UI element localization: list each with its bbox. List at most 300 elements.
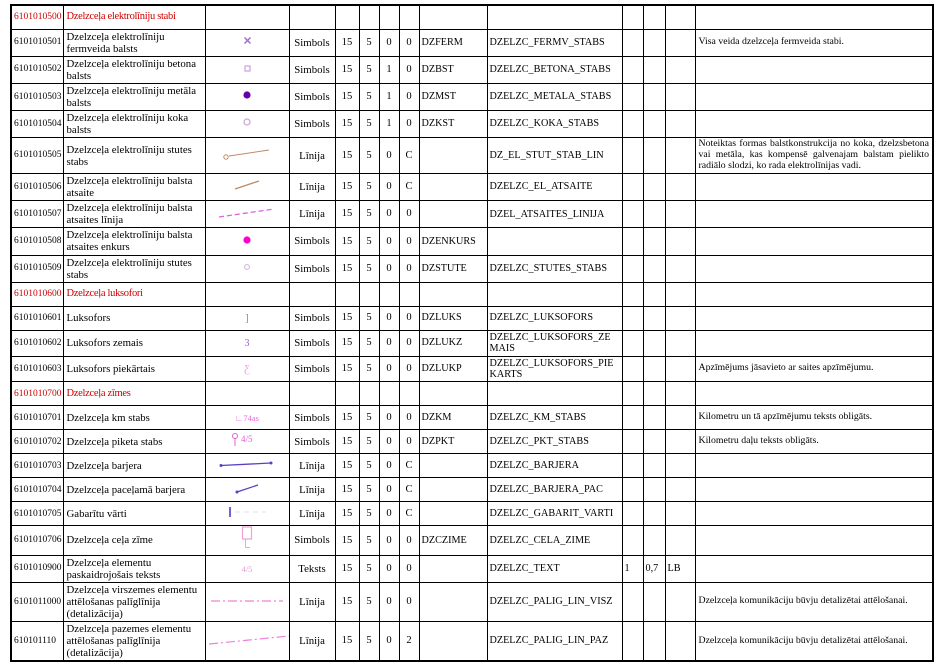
attr1-cell xyxy=(622,138,643,174)
table-row xyxy=(11,228,933,255)
code-cell: 6101011000 xyxy=(11,582,63,621)
name-cell: Dzelzceļa elektrolīniju metāla balsts xyxy=(63,83,205,110)
attr3-cell xyxy=(665,201,695,228)
weight-cell: 15 xyxy=(335,255,359,282)
flag2-cell: 0 xyxy=(399,406,419,430)
abbr-cell: DZENKURS xyxy=(419,228,487,255)
table-row xyxy=(11,306,933,330)
type-cell: Simbols xyxy=(289,255,335,282)
attr3-cell xyxy=(665,454,695,478)
attr2-cell xyxy=(643,430,665,454)
abbr-cell xyxy=(419,582,487,621)
weight-cell: 15 xyxy=(335,201,359,228)
code-cell: 6101010702 xyxy=(11,430,63,454)
attr3-cell xyxy=(665,83,695,110)
table-row xyxy=(11,174,933,201)
name-cell: Gabarītu vārti xyxy=(63,502,205,526)
layer-name-cell xyxy=(487,228,622,255)
size-cell xyxy=(359,282,379,306)
attr2-cell xyxy=(643,174,665,201)
flag1-cell: 0 xyxy=(379,555,399,582)
flag1-cell: 1 xyxy=(379,56,399,83)
type-cell xyxy=(289,5,335,29)
code-cell: 6101010602 xyxy=(11,330,63,356)
flag1-cell: 0 xyxy=(379,502,399,526)
attr2-cell xyxy=(643,622,665,662)
attr1-cell xyxy=(622,356,643,382)
weight-cell: 15 xyxy=(335,555,359,582)
attr3-cell xyxy=(665,306,695,330)
flag2-cell: C xyxy=(399,138,419,174)
flag1-cell: 0 xyxy=(379,622,399,662)
layer-name-cell: DZELZC_PALIG_LIN_VISZ xyxy=(487,582,622,621)
weight-cell: 15 xyxy=(335,174,359,201)
abbr-cell xyxy=(419,138,487,174)
dashed-line-icon xyxy=(216,205,278,221)
layer-name-cell: DZELZC_BARJERA xyxy=(487,454,622,478)
abbr-cell: DZLUKS xyxy=(419,306,487,330)
table-row xyxy=(11,56,933,83)
flag1-cell: 0 xyxy=(379,356,399,382)
symbol-cell xyxy=(205,406,289,430)
attr3-cell xyxy=(665,174,695,201)
flag2-cell: C xyxy=(399,502,419,526)
weight-cell: 15 xyxy=(335,330,359,356)
square-outline-icon xyxy=(243,64,252,73)
attr1-cell xyxy=(622,255,643,282)
stay-line-circle-icon xyxy=(221,146,273,162)
table-row xyxy=(11,406,933,430)
name-cell: Dzelzceļa km stabs xyxy=(63,406,205,430)
flag2-cell: C xyxy=(399,478,419,502)
abbr-cell xyxy=(419,478,487,502)
note-cell: Dzelzceļa komunikāciju būvju detalizētai attēlošanai. xyxy=(695,622,933,662)
note-cell xyxy=(695,454,933,478)
attr2-cell xyxy=(643,502,665,526)
short-line-icon xyxy=(232,178,262,192)
table-row xyxy=(11,582,933,621)
type-cell: Teksts xyxy=(289,555,335,582)
weight-cell: 15 xyxy=(335,306,359,330)
attr1-cell xyxy=(622,306,643,330)
size-cell: 5 xyxy=(359,83,379,110)
attr1-cell xyxy=(622,110,643,137)
attr1-cell xyxy=(622,454,643,478)
type-cell: Līnija xyxy=(289,174,335,201)
table-row xyxy=(11,29,933,56)
size-cell: 5 xyxy=(359,356,379,382)
flag1-cell: 0 xyxy=(379,29,399,56)
code-cell: 6101010706 xyxy=(11,526,63,555)
attr3-cell xyxy=(665,622,695,662)
name-cell: Dzelzceļa elektrolīniju stutes stabs xyxy=(63,255,205,282)
size-cell: 5 xyxy=(359,478,379,502)
abbr-cell: DZCZIME xyxy=(419,526,487,555)
flag2-cell: 2 xyxy=(399,622,419,662)
flag1-cell: 0 xyxy=(379,406,399,430)
attr2-cell: 0,7 xyxy=(643,555,665,582)
flag2-cell xyxy=(399,382,419,406)
name-cell: Dzelzceļa elektrolīniju fermveida balsts xyxy=(63,29,205,56)
table-row xyxy=(11,454,933,478)
attr2-cell xyxy=(643,282,665,306)
flag2-cell: 0 xyxy=(399,110,419,137)
note-cell xyxy=(695,228,933,255)
flag1-cell: 0 xyxy=(379,306,399,330)
name-cell: Dzelzceļa luksofori xyxy=(63,282,205,306)
code-cell: 6101010506 xyxy=(11,174,63,201)
layer-name-cell xyxy=(487,282,622,306)
attr1-cell xyxy=(622,228,643,255)
symbol-cell xyxy=(205,478,289,502)
abbr-cell: DZSTUTE xyxy=(419,255,487,282)
abbr-cell: DZFERM xyxy=(419,29,487,56)
flag1-cell: 1 xyxy=(379,110,399,137)
abbr-cell xyxy=(419,201,487,228)
note-cell xyxy=(695,56,933,83)
size-cell: 5 xyxy=(359,555,379,582)
attr3-cell xyxy=(665,110,695,137)
abbr-cell xyxy=(419,622,487,662)
code-cell: 6101010601 xyxy=(11,306,63,330)
attr2-cell xyxy=(643,255,665,282)
note-cell xyxy=(695,255,933,282)
table-row xyxy=(11,555,933,582)
type-cell: Līnija xyxy=(289,454,335,478)
table-row xyxy=(11,502,933,526)
name-cell: Dzelzceļa barjera xyxy=(63,454,205,478)
weight-cell: 15 xyxy=(335,582,359,621)
attr3-cell xyxy=(665,382,695,406)
note-cell xyxy=(695,5,933,29)
abbr-cell xyxy=(419,5,487,29)
size-cell: 5 xyxy=(359,430,379,454)
layer-name-cell: DZELZC_TEXT xyxy=(487,555,622,582)
name-cell: Dzelzceļa pazemes elementu attēlošanas palīglīnija (detalizācija) xyxy=(63,622,205,662)
attr1-cell xyxy=(622,582,643,621)
type-cell xyxy=(289,382,335,406)
abbr-cell: DZKM xyxy=(419,406,487,430)
symbol-cell xyxy=(205,110,289,137)
code-cell: 6101010508 xyxy=(11,228,63,255)
attr1-cell xyxy=(622,382,643,406)
table-row xyxy=(11,430,933,454)
filled-dot-icon xyxy=(242,235,252,245)
code-cell: 6101010704 xyxy=(11,478,63,502)
attr2-cell xyxy=(643,382,665,406)
attr1-cell xyxy=(622,83,643,110)
attr2-cell xyxy=(643,83,665,110)
size-cell: 5 xyxy=(359,582,379,621)
symbol-cell xyxy=(205,83,289,110)
attr2-cell xyxy=(643,138,665,174)
size-cell: 5 xyxy=(359,406,379,430)
name-cell: Luksofors piekārtais xyxy=(63,356,205,382)
flag1-cell: 0 xyxy=(379,201,399,228)
section-header-row xyxy=(11,282,933,306)
code-cell: 6101010507 xyxy=(11,201,63,228)
section-header-row xyxy=(11,382,933,406)
flag2-cell: 0 xyxy=(399,356,419,382)
name-cell: Dzelzceļa zīmes xyxy=(63,382,205,406)
code-cell: 6101010505 xyxy=(11,138,63,174)
symbol-cell xyxy=(205,201,289,228)
table-row xyxy=(11,138,933,174)
symbol-cell xyxy=(205,555,289,582)
weight-cell: 15 xyxy=(335,83,359,110)
symbol-cell xyxy=(205,622,289,662)
attr2-cell xyxy=(643,526,665,555)
layer-name-cell: DZELZC_LUKSOFORS_ZEMAIS xyxy=(487,330,622,356)
weight-cell: 15 xyxy=(335,454,359,478)
gauge-gate-icon xyxy=(224,505,270,519)
attr1-cell xyxy=(622,282,643,306)
section-header-row xyxy=(11,5,933,29)
layer-name-cell: DZELZC_PALIG_LIN_PAZ xyxy=(487,622,622,662)
flag2-cell: 0 xyxy=(399,582,419,621)
type-cell: Līnija xyxy=(289,622,335,662)
size-cell: 5 xyxy=(359,56,379,83)
attr1-cell xyxy=(622,526,643,555)
name-cell: Dzelzceļa elektrolīniju koka balsts xyxy=(63,110,205,137)
weight-cell: 15 xyxy=(335,526,359,555)
layer-name-cell: DZ_EL_STUT_STAB_LIN xyxy=(487,138,622,174)
symbol-cell xyxy=(205,582,289,621)
flag1-cell: 0 xyxy=(379,478,399,502)
attr2-cell xyxy=(643,330,665,356)
flag1-cell: 0 xyxy=(379,228,399,255)
symbol-cell xyxy=(205,56,289,83)
weight-cell: 15 xyxy=(335,430,359,454)
flag2-cell: 0 xyxy=(399,430,419,454)
name-cell: Dzelzceļa elektrolīniju balsta atsaites enkurs xyxy=(63,228,205,255)
code-cell: 6101010700 xyxy=(11,382,63,406)
attr3-cell xyxy=(665,282,695,306)
flag2-cell: 0 xyxy=(399,83,419,110)
attr3-cell xyxy=(665,330,695,356)
open-circle-small-icon xyxy=(243,263,251,271)
note-cell: Dzelzceļa komunikāciju būvju detalizētai attēlošanai. xyxy=(695,582,933,621)
table-row xyxy=(11,201,933,228)
flag2-cell: 0 xyxy=(399,228,419,255)
flag1-cell: 0 xyxy=(379,330,399,356)
attr3-cell xyxy=(665,356,695,382)
weight-cell: 15 xyxy=(335,110,359,137)
weight-cell: 15 xyxy=(335,502,359,526)
symbol-cell xyxy=(205,174,289,201)
note-cell xyxy=(695,306,933,330)
flag1-cell: 0 xyxy=(379,174,399,201)
symbol-cell xyxy=(205,356,289,382)
type-cell: Līnija xyxy=(289,201,335,228)
attr3-cell xyxy=(665,502,695,526)
type-cell: Simbols xyxy=(289,526,335,555)
size-cell: 5 xyxy=(359,174,379,201)
flag2-cell: 0 xyxy=(399,29,419,56)
attr3-cell xyxy=(665,255,695,282)
type-cell: Līnija xyxy=(289,582,335,621)
layer-name-cell: DZELZC_LUKSOFORS_PIEKARTS xyxy=(487,356,622,382)
table-row xyxy=(11,110,933,137)
layer-name-cell: DZELZC_GABARIT_VARTI xyxy=(487,502,622,526)
size-cell: 5 xyxy=(359,255,379,282)
flag1-cell: 0 xyxy=(379,582,399,621)
note-cell: Noteiktas formas balstkonstrukcija no koka, dzelzsbetona vai metāla, kas kompensē galvenajam balstam pielikto radiālo slodzi, ko rada elektrolīnijas vadi. xyxy=(695,138,933,174)
weight-cell: 15 xyxy=(335,406,359,430)
abbr-cell: DZKST xyxy=(419,110,487,137)
note-cell xyxy=(695,282,933,306)
type-cell: Simbols xyxy=(289,110,335,137)
symbol-cell xyxy=(205,29,289,56)
flag2-cell: 0 xyxy=(399,526,419,555)
layer-name-cell xyxy=(487,382,622,406)
abbr-cell: DZPKT xyxy=(419,430,487,454)
code-cell: 6101010900 xyxy=(11,555,63,582)
abbr-cell xyxy=(419,454,487,478)
abbr-cell xyxy=(419,502,487,526)
weight-cell: 15 xyxy=(335,622,359,662)
size-cell: 5 xyxy=(359,138,379,174)
size-cell xyxy=(359,382,379,406)
layer-name-cell: DZELZC_METALA_STABS xyxy=(487,83,622,110)
note-cell xyxy=(695,110,933,137)
type-cell: Līnija xyxy=(289,138,335,174)
attr3-cell xyxy=(665,582,695,621)
type-cell: Simbols xyxy=(289,406,335,430)
note-cell xyxy=(695,478,933,502)
flag1-cell xyxy=(379,382,399,406)
note-cell xyxy=(695,330,933,356)
type-cell: Simbols xyxy=(289,83,335,110)
open-circle-icon xyxy=(242,117,252,127)
code-cell: 6101010504 xyxy=(11,110,63,137)
name-cell: Dzelzceļa paceļamā barjera xyxy=(63,478,205,502)
weight-cell xyxy=(335,382,359,406)
type-cell: Līnija xyxy=(289,478,335,502)
table-row xyxy=(11,622,933,662)
name-cell: Luksofors zemais xyxy=(63,330,205,356)
svg-text:4/5: 4/5 xyxy=(241,434,253,445)
flag2-cell xyxy=(399,282,419,306)
flag2-cell: 0 xyxy=(399,201,419,228)
attr1-cell xyxy=(622,56,643,83)
name-cell: Dzelzceļa elektrolīniju balsta atsaite xyxy=(63,174,205,201)
attr2-cell xyxy=(643,454,665,478)
code-cell: 6101010701 xyxy=(11,406,63,430)
symbol-cell xyxy=(205,382,289,406)
code-cell: 610101110 xyxy=(11,622,63,662)
attr2-cell xyxy=(643,306,665,330)
size-cell: 5 xyxy=(359,228,379,255)
size-cell: 5 xyxy=(359,306,379,330)
code-cell: 6101010502 xyxy=(11,56,63,83)
code-cell: 6101010503 xyxy=(11,83,63,110)
layer-spec-table xyxy=(10,4,934,662)
barrier-line-icon xyxy=(217,459,277,469)
road-sign-post-icon xyxy=(238,526,256,551)
weight-cell xyxy=(335,5,359,29)
attr1-cell xyxy=(622,430,643,454)
layer-name-cell: DZELZC_BARJERA_PAC xyxy=(487,478,622,502)
abbr-cell: DZBST xyxy=(419,56,487,83)
symbol-cell xyxy=(205,5,289,29)
attr3-cell xyxy=(665,478,695,502)
attr1-cell xyxy=(622,201,643,228)
type-cell: Simbols xyxy=(289,29,335,56)
attr2-cell xyxy=(643,228,665,255)
abbr-cell xyxy=(419,282,487,306)
attr2-cell xyxy=(643,478,665,502)
note-cell xyxy=(695,555,933,582)
text-sample-icon: 4/5 xyxy=(241,563,253,574)
symbol-cell xyxy=(205,138,289,174)
attr3-cell xyxy=(665,406,695,430)
code-cell: 6101010501 xyxy=(11,29,63,56)
name-cell: Dzelzceļa elektrolīniju stutes stabs xyxy=(63,138,205,174)
abbr-cell xyxy=(419,382,487,406)
attr2-cell xyxy=(643,201,665,228)
note-cell xyxy=(695,83,933,110)
dashdot-line-diag-icon xyxy=(206,633,290,647)
flag1-cell: 0 xyxy=(379,255,399,282)
layer-name-cell: DZEL_ATSAITES_LINIJA xyxy=(487,201,622,228)
attr2-cell xyxy=(643,5,665,29)
attr1-cell xyxy=(622,330,643,356)
flag1-cell xyxy=(379,282,399,306)
weight-cell: 15 xyxy=(335,138,359,174)
attr3-cell xyxy=(665,526,695,555)
filled-dot-icon xyxy=(242,90,252,100)
symbol-cell xyxy=(205,330,289,356)
type-cell: Līnija xyxy=(289,502,335,526)
type-cell: Simbols xyxy=(289,306,335,330)
layer-name-cell: DZELZC_PKT_STABS xyxy=(487,430,622,454)
abbr-cell xyxy=(419,555,487,582)
symbol-cell xyxy=(205,502,289,526)
name-cell: Dzelzceļa virszemes elementu attēlošanas palīglīnija (detalizācija) xyxy=(63,582,205,621)
type-cell xyxy=(289,282,335,306)
attr3-cell xyxy=(665,430,695,454)
code-cell: 6101010509 xyxy=(11,255,63,282)
flag2-cell: 0 xyxy=(399,330,419,356)
flag2-cell: C xyxy=(399,174,419,201)
flag2-cell: 0 xyxy=(399,555,419,582)
attr2-cell xyxy=(643,110,665,137)
note-cell xyxy=(695,382,933,406)
attr1-cell xyxy=(622,5,643,29)
table-row xyxy=(11,356,933,382)
dashdot-line-icon xyxy=(209,597,285,605)
size-cell: 5 xyxy=(359,110,379,137)
code-cell: 6101010603 xyxy=(11,356,63,382)
layer-name-cell: DZELZC_LUKSOFORS xyxy=(487,306,622,330)
weight-cell xyxy=(335,282,359,306)
weight-cell: 15 xyxy=(335,56,359,83)
attr1-cell xyxy=(622,622,643,662)
semaphore-hooked-icon: Ƹ xyxy=(244,363,250,375)
attr2-cell xyxy=(643,56,665,83)
attr1-cell: 1 xyxy=(622,555,643,582)
abbr-cell: DZMST xyxy=(419,83,487,110)
flag2-cell: 0 xyxy=(399,56,419,83)
attr2-cell xyxy=(643,582,665,621)
name-cell: Dzelzceļa elektrolīniju balsta atsaites līnija xyxy=(63,201,205,228)
weight-cell: 15 xyxy=(335,478,359,502)
name-cell: Dzelzceļa elementu paskaidrojošais teksts xyxy=(63,555,205,582)
picket-post-icon xyxy=(229,431,265,449)
type-cell: Simbols xyxy=(289,430,335,454)
attr3-cell xyxy=(665,56,695,83)
